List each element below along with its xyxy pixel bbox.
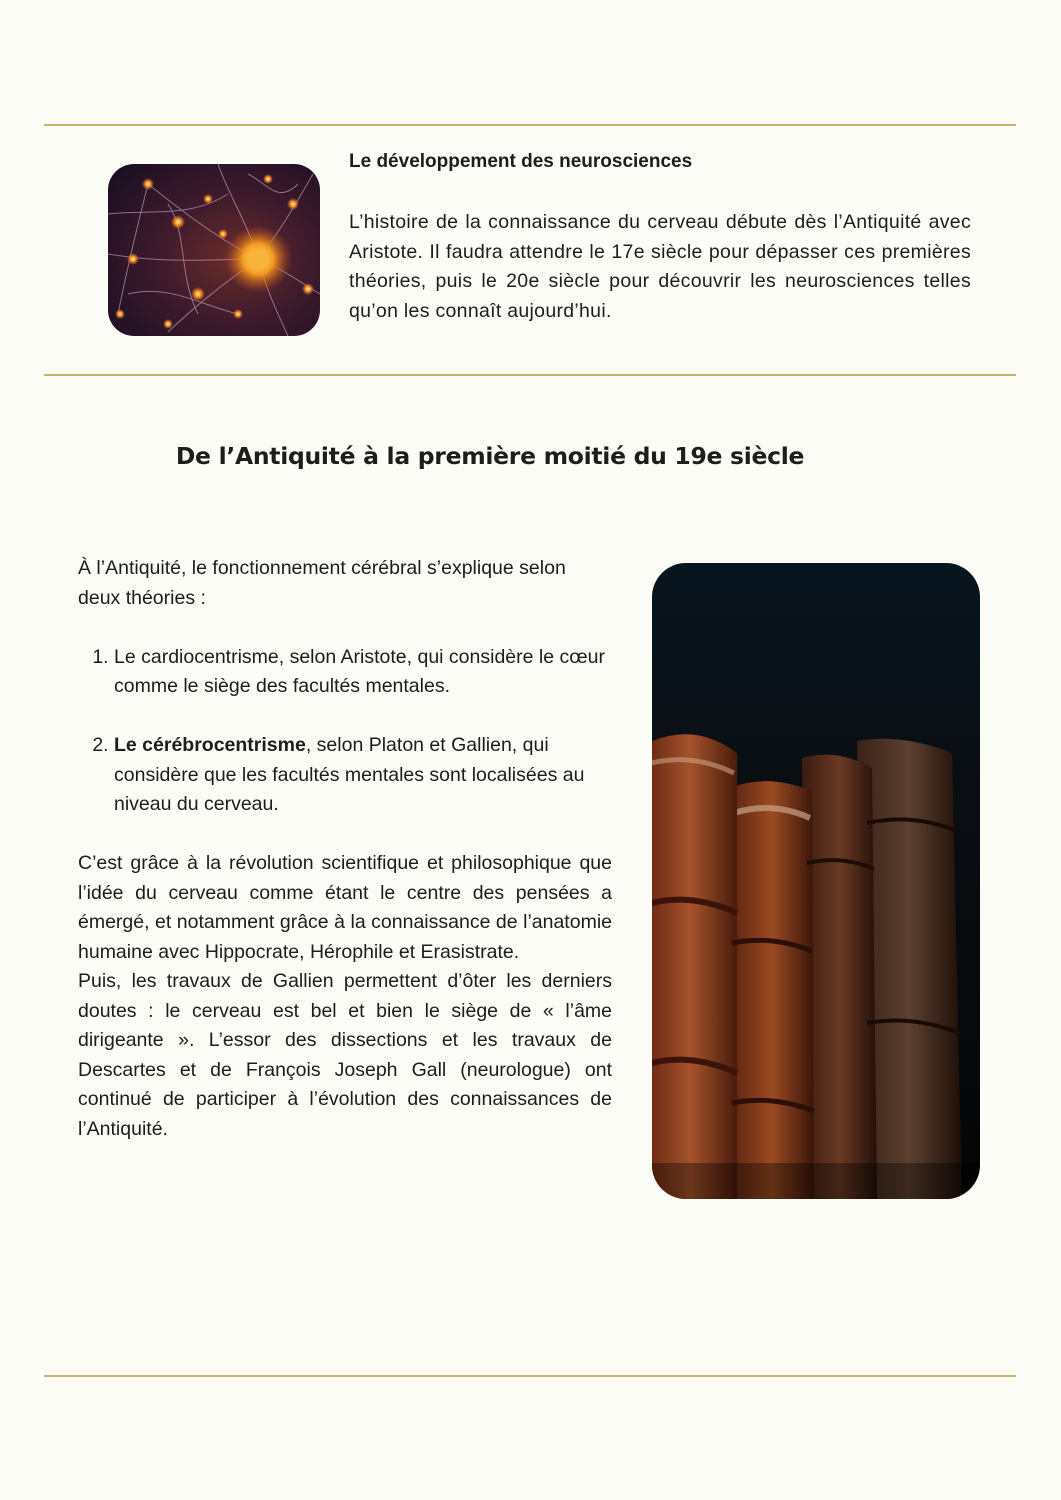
bottom-divider <box>44 1375 1016 1377</box>
old-books-image <box>652 563 980 1199</box>
section-content <box>78 554 612 1144</box>
neuron-image <box>108 164 320 336</box>
list-item <box>114 731 612 820</box>
intro-title: Le développement des neurosciences <box>349 151 693 172</box>
intro-body: L’histoire de la connaissance du cerveau débute dès l’Antiquité avec Aristote. Il faudra attendre le 17e siècle pour dépasser ces premières théories, puis le 20e siècle pour découvrir les neurosciences telles qu’on les connaît aujourd’hui. <box>349 211 971 322</box>
body-paragraph: Puis, les travaux de Gallien permettent d’ôter les derniers doutes : le cerveau est bel et bien le siège de « l’âme dirigeante ». L’essor des dissections et les travaux de Descartes et de François Joseph Gall (neurologue) ont continué de participer à l’évolution des connaissances de l’Antiquité. <box>78 970 612 1140</box>
theories-list <box>78 643 612 820</box>
theory-term: Le cérébrocentrisme <box>114 734 306 756</box>
section-heading: De l’Antiquité à la première moitié du 19e siècle <box>175 442 805 470</box>
theory-description: , selon Aristote, qui considère le cœur comme le siège des facultés mentales. <box>114 645 605 697</box>
theory-term: Le cardiocentrisme <box>114 645 279 668</box>
middle-divider <box>44 374 1016 376</box>
lead-paragraph: À l’Antiquité, le fonctionnement cérébral s’explique selon deux théories : <box>78 557 566 609</box>
top-divider <box>44 124 1016 126</box>
body-paragraph: C’est grâce à la révolution scientifique et philosophique que l’idée du cerveau comme étant le centre des pensées a émergé, et notamment grâce à la connaissance de l’anatomie humaine avec Hippocrate, Hérophile et Erasistrate. <box>78 852 612 963</box>
theory-description: , selon Platon et Gallien, qui considère que les facultés mentales sont localisées au niveau du cerveau. <box>114 734 585 815</box>
intro-block <box>349 150 971 326</box>
list-item <box>114 643 612 702</box>
